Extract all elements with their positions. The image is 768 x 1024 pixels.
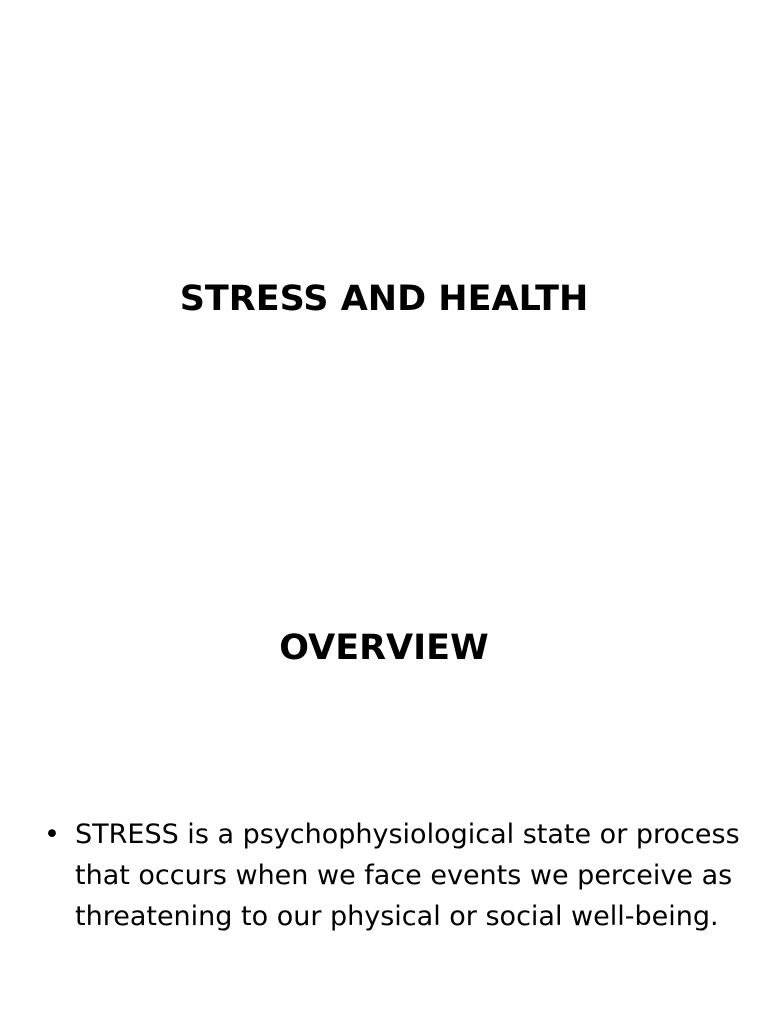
bullet-list (44, 814, 744, 937)
section-heading-overview: OVERVIEW (279, 628, 489, 668)
bullet-text: STRESS is a psychophysiological state or process that occurs when we face events we perceive as threatening to our physical or social well-being. (75, 819, 740, 932)
bullet-item (44, 814, 744, 937)
page-title: STRESS AND HEALTH (179, 279, 589, 319)
bullet-marker: • (44, 819, 60, 850)
